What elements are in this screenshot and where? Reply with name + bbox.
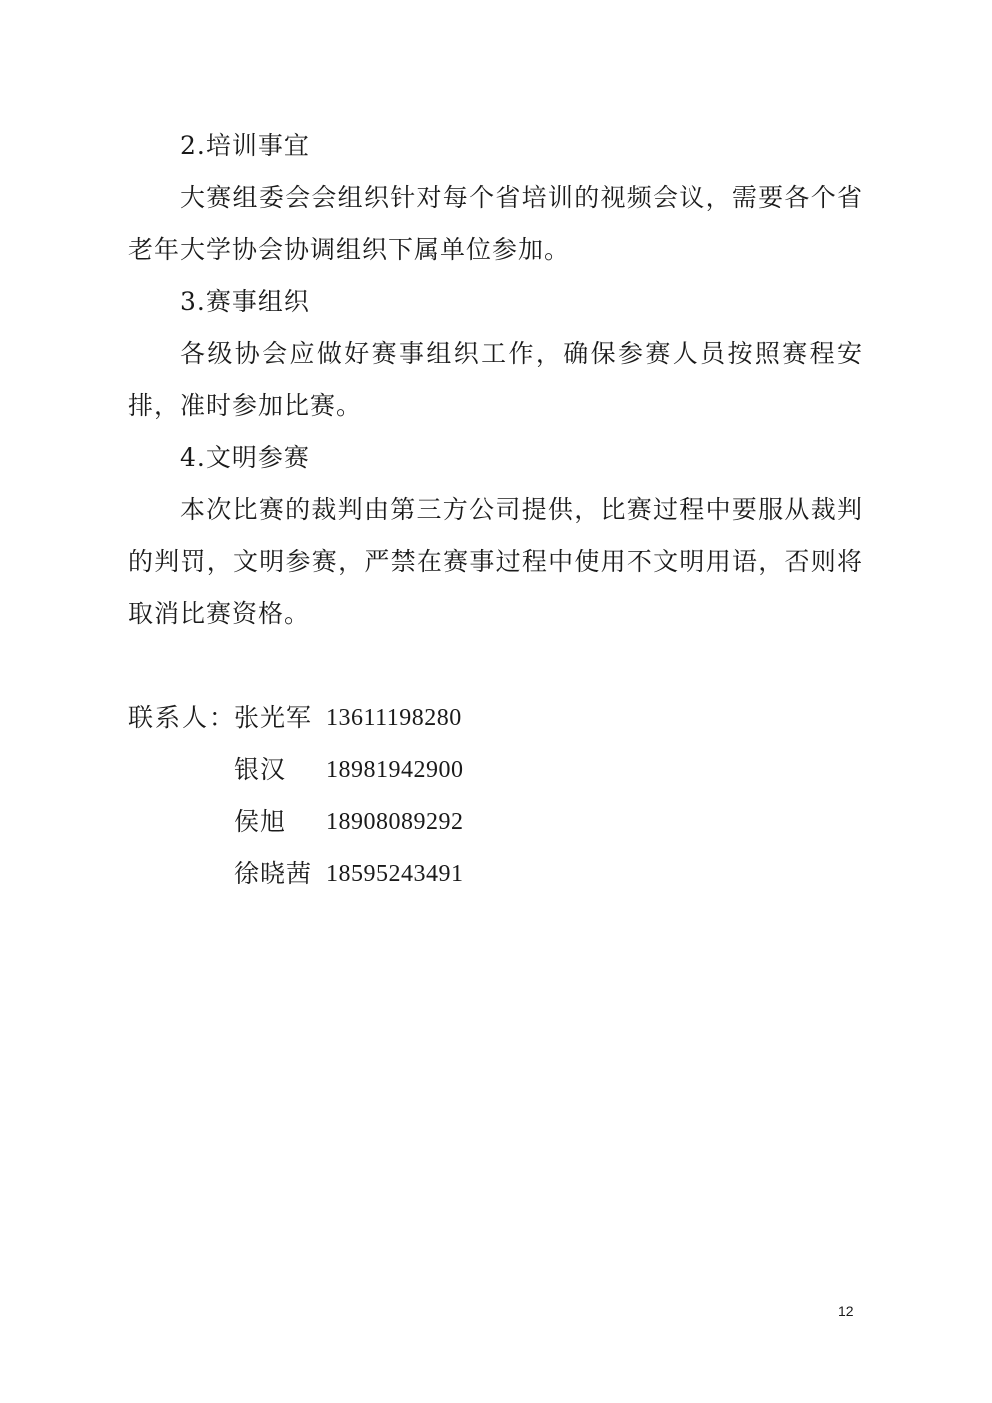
paragraph-line: 老年大学协会协调组织下属单位参加。	[128, 235, 571, 264]
section-heading-training: 2.培训事宜	[180, 131, 310, 160]
paragraph-line: 本次比赛的裁判由第三方公司提供，比赛过程中要服从裁判	[180, 495, 862, 524]
paragraph-line: 取消比赛资格。	[128, 599, 311, 628]
contacts-label: 联系人：	[128, 703, 237, 732]
contact-name: 侯旭	[234, 807, 287, 836]
section-heading-civilized: 4.文明参赛	[180, 443, 310, 472]
section-heading-organization: 3.赛事组织	[180, 287, 310, 316]
contact-name: 张光军	[234, 703, 313, 732]
page-number: 12	[838, 1303, 854, 1319]
contact-phone: 18981942900	[326, 757, 464, 783]
contact-name: 银汉	[234, 755, 287, 784]
contact-phone: 18595243491	[326, 861, 464, 887]
paragraph-line: 排，准时参加比赛。	[128, 391, 363, 420]
paragraph-line: 的判罚，文明参赛，严禁在赛事过程中使用不文明用语，否则将	[128, 547, 862, 576]
contact-name: 徐晓茜	[234, 859, 313, 888]
contact-phone: 13611198280	[326, 705, 462, 731]
paragraph-line: 大赛组委会会组织针对每个省培训的视频会议，需要各个省	[180, 183, 862, 212]
contact-phone: 18908089292	[326, 809, 464, 835]
paragraph-line: 各级协会应做好赛事组织工作，确保参赛人员按照赛程安	[180, 339, 862, 368]
